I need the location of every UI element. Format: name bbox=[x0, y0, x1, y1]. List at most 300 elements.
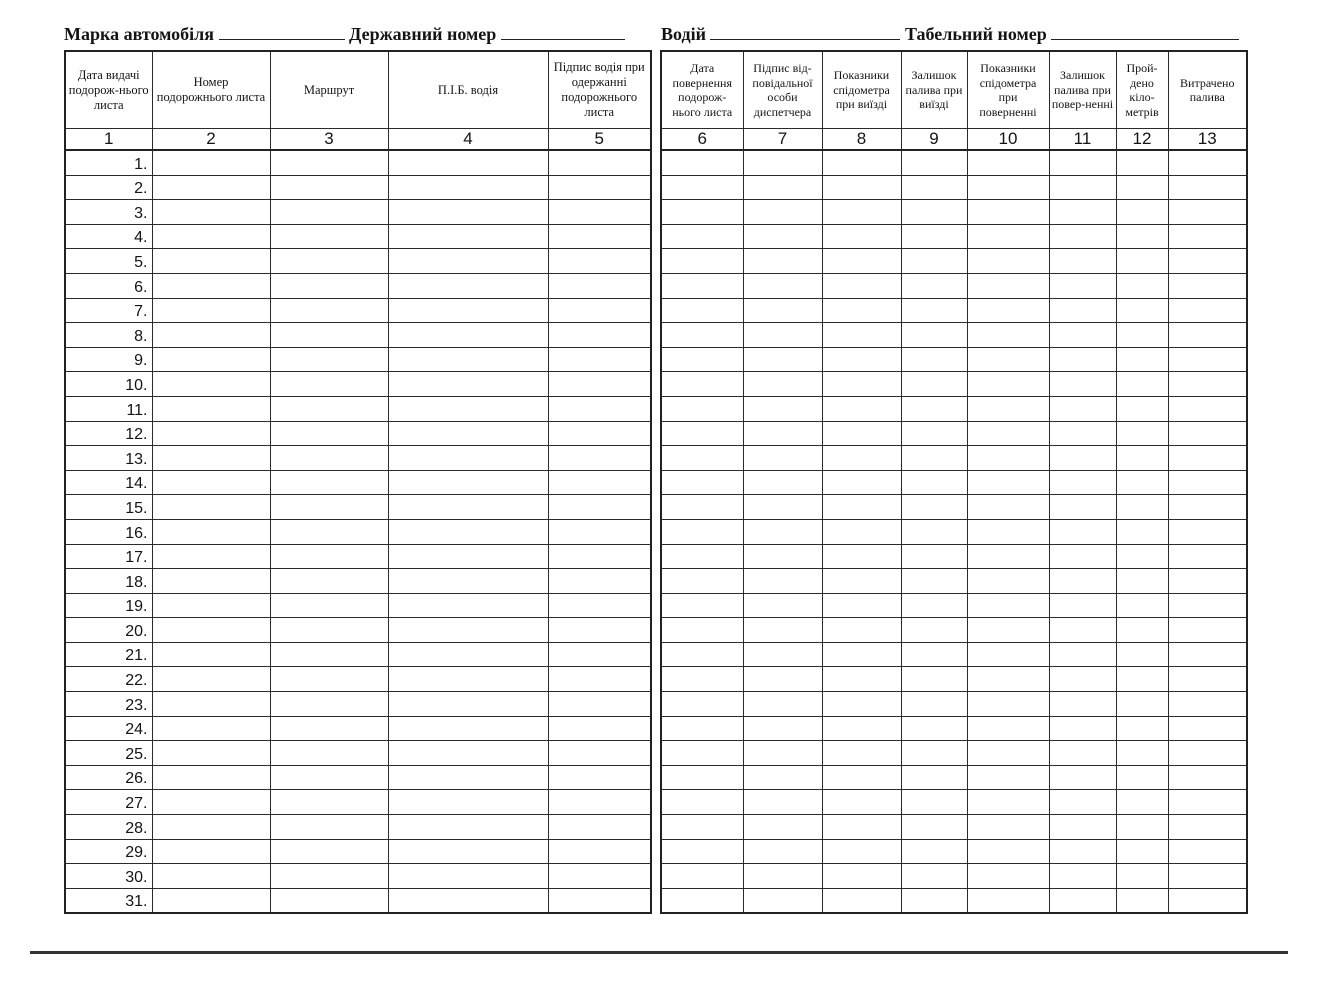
table-cell[interactable] bbox=[743, 175, 822, 200]
table-cell[interactable] bbox=[1049, 495, 1116, 520]
table-cell[interactable] bbox=[1116, 642, 1168, 667]
table-cell[interactable] bbox=[901, 544, 967, 569]
table-cell[interactable] bbox=[1116, 692, 1168, 717]
table-cell[interactable] bbox=[270, 519, 388, 544]
table-cell[interactable] bbox=[270, 421, 388, 446]
table-cell[interactable] bbox=[743, 741, 822, 766]
table-cell[interactable] bbox=[661, 839, 743, 864]
table-cell[interactable] bbox=[967, 544, 1049, 569]
table-cell[interactable] bbox=[743, 273, 822, 298]
table-cell[interactable] bbox=[548, 815, 651, 840]
table-cell[interactable] bbox=[270, 864, 388, 889]
table-cell[interactable] bbox=[152, 839, 270, 864]
table-cell[interactable] bbox=[152, 642, 270, 667]
table-cell[interactable] bbox=[1116, 323, 1168, 348]
table-cell[interactable] bbox=[1049, 692, 1116, 717]
table-cell[interactable] bbox=[967, 569, 1049, 594]
table-cell[interactable] bbox=[1168, 396, 1247, 421]
table-cell[interactable] bbox=[967, 741, 1049, 766]
table-cell[interactable] bbox=[822, 372, 901, 397]
table-cell[interactable] bbox=[967, 396, 1049, 421]
state-number-field[interactable] bbox=[501, 24, 625, 40]
table-cell[interactable] bbox=[661, 741, 743, 766]
table-cell[interactable] bbox=[901, 347, 967, 372]
table-cell[interactable] bbox=[152, 150, 270, 175]
table-cell[interactable] bbox=[661, 224, 743, 249]
table-cell[interactable] bbox=[1116, 790, 1168, 815]
table-cell[interactable] bbox=[388, 618, 548, 643]
table-cell[interactable] bbox=[1116, 618, 1168, 643]
car-brand-field[interactable] bbox=[219, 24, 345, 40]
table-cell[interactable] bbox=[388, 347, 548, 372]
table-cell[interactable] bbox=[1168, 224, 1247, 249]
table-cell[interactable] bbox=[152, 249, 270, 274]
table-cell[interactable] bbox=[967, 519, 1049, 544]
table-cell[interactable] bbox=[1116, 519, 1168, 544]
table-cell[interactable] bbox=[901, 421, 967, 446]
table-cell[interactable] bbox=[152, 224, 270, 249]
table-cell[interactable] bbox=[388, 790, 548, 815]
table-cell[interactable] bbox=[152, 569, 270, 594]
table-cell[interactable] bbox=[901, 470, 967, 495]
table-cell[interactable] bbox=[967, 790, 1049, 815]
table-cell[interactable] bbox=[822, 593, 901, 618]
table-cell[interactable] bbox=[822, 667, 901, 692]
table-cell[interactable] bbox=[1168, 421, 1247, 446]
table-cell[interactable] bbox=[822, 421, 901, 446]
table-cell[interactable] bbox=[901, 396, 967, 421]
table-cell[interactable] bbox=[270, 249, 388, 274]
table-cell[interactable] bbox=[1049, 175, 1116, 200]
table-cell[interactable] bbox=[1116, 372, 1168, 397]
table-cell[interactable] bbox=[901, 790, 967, 815]
table-cell[interactable] bbox=[661, 815, 743, 840]
table-cell[interactable] bbox=[901, 765, 967, 790]
table-cell[interactable] bbox=[901, 273, 967, 298]
table-cell[interactable] bbox=[822, 692, 901, 717]
table-cell[interactable] bbox=[1116, 446, 1168, 471]
table-cell[interactable] bbox=[1049, 618, 1116, 643]
table-cell[interactable] bbox=[1168, 765, 1247, 790]
table-cell[interactable] bbox=[967, 495, 1049, 520]
table-cell[interactable] bbox=[1116, 544, 1168, 569]
table-cell[interactable] bbox=[743, 716, 822, 741]
table-cell[interactable] bbox=[388, 372, 548, 397]
table-cell[interactable] bbox=[1168, 741, 1247, 766]
table-cell[interactable] bbox=[743, 323, 822, 348]
table-cell[interactable] bbox=[1049, 864, 1116, 889]
table-cell[interactable] bbox=[270, 716, 388, 741]
table-cell[interactable] bbox=[1049, 396, 1116, 421]
table-cell[interactable] bbox=[270, 470, 388, 495]
table-cell[interactable] bbox=[1116, 815, 1168, 840]
table-cell[interactable] bbox=[388, 249, 548, 274]
table-cell[interactable] bbox=[1049, 421, 1116, 446]
table-cell[interactable] bbox=[1168, 642, 1247, 667]
table-cell[interactable] bbox=[822, 839, 901, 864]
table-cell[interactable] bbox=[388, 323, 548, 348]
table-cell[interactable] bbox=[661, 790, 743, 815]
table-cell[interactable] bbox=[1116, 839, 1168, 864]
table-cell[interactable] bbox=[1049, 593, 1116, 618]
table-cell[interactable] bbox=[1049, 888, 1116, 913]
table-cell[interactable] bbox=[967, 716, 1049, 741]
table-cell[interactable] bbox=[548, 150, 651, 175]
table-cell[interactable] bbox=[388, 224, 548, 249]
table-cell[interactable] bbox=[967, 150, 1049, 175]
table-cell[interactable] bbox=[152, 692, 270, 717]
table-cell[interactable] bbox=[1168, 864, 1247, 889]
table-cell[interactable] bbox=[822, 864, 901, 889]
table-cell[interactable] bbox=[270, 741, 388, 766]
table-cell[interactable] bbox=[1116, 249, 1168, 274]
table-cell[interactable] bbox=[1049, 446, 1116, 471]
table-cell[interactable] bbox=[1116, 495, 1168, 520]
driver-field[interactable] bbox=[710, 24, 900, 40]
table-cell[interactable] bbox=[967, 323, 1049, 348]
table-cell[interactable] bbox=[822, 765, 901, 790]
table-cell[interactable] bbox=[743, 396, 822, 421]
table-cell[interactable] bbox=[901, 323, 967, 348]
table-cell[interactable] bbox=[548, 273, 651, 298]
table-cell[interactable] bbox=[967, 298, 1049, 323]
table-cell[interactable] bbox=[901, 593, 967, 618]
table-cell[interactable] bbox=[548, 519, 651, 544]
table-cell[interactable] bbox=[967, 175, 1049, 200]
table-cell[interactable] bbox=[967, 470, 1049, 495]
table-cell[interactable] bbox=[548, 224, 651, 249]
table-cell[interactable] bbox=[388, 519, 548, 544]
table-cell[interactable] bbox=[661, 569, 743, 594]
table-cell[interactable] bbox=[388, 200, 548, 225]
table-cell[interactable] bbox=[967, 273, 1049, 298]
table-cell[interactable] bbox=[822, 323, 901, 348]
table-cell[interactable] bbox=[152, 495, 270, 520]
table-cell[interactable] bbox=[967, 765, 1049, 790]
table-cell[interactable] bbox=[152, 298, 270, 323]
table-cell[interactable] bbox=[661, 372, 743, 397]
table-cell[interactable] bbox=[661, 249, 743, 274]
table-cell[interactable] bbox=[901, 716, 967, 741]
table-cell[interactable] bbox=[1116, 741, 1168, 766]
table-cell[interactable] bbox=[548, 667, 651, 692]
table-cell[interactable] bbox=[1168, 470, 1247, 495]
table-cell[interactable] bbox=[388, 273, 548, 298]
table-cell[interactable] bbox=[822, 790, 901, 815]
table-cell[interactable] bbox=[152, 667, 270, 692]
table-cell[interactable] bbox=[270, 396, 388, 421]
table-cell[interactable] bbox=[388, 716, 548, 741]
table-cell[interactable] bbox=[661, 175, 743, 200]
table-cell[interactable] bbox=[822, 618, 901, 643]
table-cell[interactable] bbox=[1049, 716, 1116, 741]
table-cell[interactable] bbox=[1168, 273, 1247, 298]
table-cell[interactable] bbox=[152, 618, 270, 643]
table-cell[interactable] bbox=[1049, 741, 1116, 766]
table-cell[interactable] bbox=[548, 372, 651, 397]
table-cell[interactable] bbox=[967, 249, 1049, 274]
table-cell[interactable] bbox=[967, 642, 1049, 667]
table-cell[interactable] bbox=[1168, 347, 1247, 372]
table-cell[interactable] bbox=[548, 716, 651, 741]
table-cell[interactable] bbox=[743, 765, 822, 790]
table-cell[interactable] bbox=[1049, 642, 1116, 667]
table-cell[interactable] bbox=[1049, 815, 1116, 840]
table-cell[interactable] bbox=[1168, 790, 1247, 815]
table-cell[interactable] bbox=[270, 298, 388, 323]
table-cell[interactable] bbox=[822, 716, 901, 741]
table-cell[interactable] bbox=[661, 470, 743, 495]
table-cell[interactable] bbox=[1168, 888, 1247, 913]
table-cell[interactable] bbox=[152, 421, 270, 446]
table-cell[interactable] bbox=[743, 667, 822, 692]
table-cell[interactable] bbox=[1168, 175, 1247, 200]
table-cell[interactable] bbox=[822, 642, 901, 667]
table-cell[interactable] bbox=[1049, 470, 1116, 495]
table-cell[interactable] bbox=[1168, 618, 1247, 643]
table-cell[interactable] bbox=[270, 618, 388, 643]
table-cell[interactable] bbox=[743, 249, 822, 274]
table-cell[interactable] bbox=[1116, 347, 1168, 372]
table-cell[interactable] bbox=[270, 692, 388, 717]
table-cell[interactable] bbox=[548, 544, 651, 569]
table-cell[interactable] bbox=[901, 298, 967, 323]
table-cell[interactable] bbox=[388, 298, 548, 323]
table-cell[interactable] bbox=[1116, 298, 1168, 323]
table-cell[interactable] bbox=[743, 347, 822, 372]
table-cell[interactable] bbox=[967, 446, 1049, 471]
table-cell[interactable] bbox=[270, 765, 388, 790]
table-cell[interactable] bbox=[661, 888, 743, 913]
table-cell[interactable] bbox=[1116, 765, 1168, 790]
table-cell[interactable] bbox=[152, 200, 270, 225]
table-cell[interactable] bbox=[152, 716, 270, 741]
table-cell[interactable] bbox=[1168, 815, 1247, 840]
table-cell[interactable] bbox=[743, 642, 822, 667]
table-cell[interactable] bbox=[1116, 396, 1168, 421]
table-cell[interactable] bbox=[822, 446, 901, 471]
table-cell[interactable] bbox=[1116, 888, 1168, 913]
table-cell[interactable] bbox=[548, 249, 651, 274]
table-cell[interactable] bbox=[152, 544, 270, 569]
table-cell[interactable] bbox=[901, 864, 967, 889]
table-cell[interactable] bbox=[270, 372, 388, 397]
table-cell[interactable] bbox=[548, 864, 651, 889]
table-cell[interactable] bbox=[1168, 249, 1247, 274]
table-cell[interactable] bbox=[388, 765, 548, 790]
table-cell[interactable] bbox=[743, 372, 822, 397]
table-cell[interactable] bbox=[270, 569, 388, 594]
table-cell[interactable] bbox=[901, 888, 967, 913]
table-cell[interactable] bbox=[270, 790, 388, 815]
table-cell[interactable] bbox=[1116, 569, 1168, 594]
table-cell[interactable] bbox=[388, 741, 548, 766]
table-cell[interactable] bbox=[270, 224, 388, 249]
table-cell[interactable] bbox=[548, 470, 651, 495]
table-cell[interactable] bbox=[901, 692, 967, 717]
table-cell[interactable] bbox=[548, 692, 651, 717]
table-cell[interactable] bbox=[388, 888, 548, 913]
table-cell[interactable] bbox=[1049, 765, 1116, 790]
table-cell[interactable] bbox=[1168, 323, 1247, 348]
table-cell[interactable] bbox=[1116, 470, 1168, 495]
table-cell[interactable] bbox=[661, 692, 743, 717]
table-cell[interactable] bbox=[270, 446, 388, 471]
table-cell[interactable] bbox=[270, 150, 388, 175]
table-cell[interactable] bbox=[152, 446, 270, 471]
table-cell[interactable] bbox=[967, 618, 1049, 643]
table-cell[interactable] bbox=[743, 888, 822, 913]
table-cell[interactable] bbox=[822, 569, 901, 594]
table-cell[interactable] bbox=[1116, 593, 1168, 618]
table-cell[interactable] bbox=[548, 618, 651, 643]
table-cell[interactable] bbox=[1049, 200, 1116, 225]
table-cell[interactable] bbox=[901, 495, 967, 520]
table-cell[interactable] bbox=[1049, 544, 1116, 569]
table-cell[interactable] bbox=[661, 298, 743, 323]
table-cell[interactable] bbox=[822, 273, 901, 298]
table-cell[interactable] bbox=[901, 741, 967, 766]
table-cell[interactable] bbox=[822, 888, 901, 913]
table-cell[interactable] bbox=[388, 642, 548, 667]
table-cell[interactable] bbox=[743, 839, 822, 864]
table-cell[interactable] bbox=[388, 815, 548, 840]
table-cell[interactable] bbox=[1116, 667, 1168, 692]
table-cell[interactable] bbox=[743, 864, 822, 889]
table-cell[interactable] bbox=[822, 150, 901, 175]
table-cell[interactable] bbox=[743, 224, 822, 249]
table-cell[interactable] bbox=[1049, 790, 1116, 815]
table-cell[interactable] bbox=[967, 667, 1049, 692]
table-cell[interactable] bbox=[1116, 150, 1168, 175]
table-cell[interactable] bbox=[967, 593, 1049, 618]
table-cell[interactable] bbox=[548, 396, 651, 421]
table-cell[interactable] bbox=[1116, 864, 1168, 889]
table-cell[interactable] bbox=[1049, 569, 1116, 594]
table-cell[interactable] bbox=[152, 347, 270, 372]
table-cell[interactable] bbox=[1168, 200, 1247, 225]
table-cell[interactable] bbox=[661, 765, 743, 790]
table-cell[interactable] bbox=[901, 569, 967, 594]
table-cell[interactable] bbox=[1049, 323, 1116, 348]
table-cell[interactable] bbox=[270, 667, 388, 692]
table-cell[interactable] bbox=[388, 421, 548, 446]
table-cell[interactable] bbox=[901, 175, 967, 200]
table-cell[interactable] bbox=[967, 347, 1049, 372]
table-cell[interactable] bbox=[822, 470, 901, 495]
table-cell[interactable] bbox=[661, 495, 743, 520]
table-cell[interactable] bbox=[967, 815, 1049, 840]
table-cell[interactable] bbox=[388, 593, 548, 618]
table-cell[interactable] bbox=[152, 593, 270, 618]
table-cell[interactable] bbox=[661, 593, 743, 618]
table-cell[interactable] bbox=[152, 864, 270, 889]
table-cell[interactable] bbox=[967, 692, 1049, 717]
table-cell[interactable] bbox=[967, 864, 1049, 889]
table-cell[interactable] bbox=[1168, 298, 1247, 323]
table-cell[interactable] bbox=[967, 421, 1049, 446]
table-cell[interactable] bbox=[270, 815, 388, 840]
table-cell[interactable] bbox=[152, 790, 270, 815]
table-cell[interactable] bbox=[1168, 495, 1247, 520]
table-cell[interactable] bbox=[548, 569, 651, 594]
table-cell[interactable] bbox=[661, 347, 743, 372]
table-cell[interactable] bbox=[967, 224, 1049, 249]
table-cell[interactable] bbox=[1168, 544, 1247, 569]
table-cell[interactable] bbox=[743, 298, 822, 323]
table-cell[interactable] bbox=[270, 642, 388, 667]
table-cell[interactable] bbox=[1049, 298, 1116, 323]
table-cell[interactable] bbox=[901, 642, 967, 667]
table-cell[interactable] bbox=[548, 495, 651, 520]
table-cell[interactable] bbox=[152, 741, 270, 766]
table-cell[interactable] bbox=[661, 396, 743, 421]
personnel-number-field[interactable] bbox=[1051, 24, 1239, 40]
table-cell[interactable] bbox=[1116, 716, 1168, 741]
table-cell[interactable] bbox=[661, 544, 743, 569]
table-cell[interactable] bbox=[901, 249, 967, 274]
table-cell[interactable] bbox=[270, 200, 388, 225]
table-cell[interactable] bbox=[548, 421, 651, 446]
table-cell[interactable] bbox=[1049, 150, 1116, 175]
table-cell[interactable] bbox=[388, 150, 548, 175]
table-cell[interactable] bbox=[548, 298, 651, 323]
table-cell[interactable] bbox=[152, 470, 270, 495]
table-cell[interactable] bbox=[901, 815, 967, 840]
table-cell[interactable] bbox=[1049, 667, 1116, 692]
table-cell[interactable] bbox=[1116, 421, 1168, 446]
table-cell[interactable] bbox=[1168, 593, 1247, 618]
table-cell[interactable] bbox=[822, 495, 901, 520]
table-cell[interactable] bbox=[1168, 569, 1247, 594]
table-cell[interactable] bbox=[661, 200, 743, 225]
table-cell[interactable] bbox=[967, 839, 1049, 864]
table-cell[interactable] bbox=[1168, 446, 1247, 471]
table-cell[interactable] bbox=[743, 150, 822, 175]
table-cell[interactable] bbox=[661, 667, 743, 692]
table-cell[interactable] bbox=[152, 765, 270, 790]
table-cell[interactable] bbox=[743, 421, 822, 446]
table-cell[interactable] bbox=[1168, 667, 1247, 692]
table-cell[interactable] bbox=[1049, 347, 1116, 372]
table-cell[interactable] bbox=[1049, 372, 1116, 397]
table-cell[interactable] bbox=[822, 298, 901, 323]
table-cell[interactable] bbox=[661, 716, 743, 741]
table-cell[interactable] bbox=[661, 642, 743, 667]
table-cell[interactable] bbox=[743, 495, 822, 520]
table-cell[interactable] bbox=[152, 372, 270, 397]
table-cell[interactable] bbox=[270, 839, 388, 864]
table-cell[interactable] bbox=[1168, 372, 1247, 397]
table-cell[interactable] bbox=[967, 372, 1049, 397]
table-cell[interactable] bbox=[901, 519, 967, 544]
table-cell[interactable] bbox=[270, 495, 388, 520]
table-cell[interactable] bbox=[661, 446, 743, 471]
table-cell[interactable] bbox=[152, 815, 270, 840]
table-cell[interactable] bbox=[388, 470, 548, 495]
table-cell[interactable] bbox=[548, 888, 651, 913]
table-cell[interactable] bbox=[152, 888, 270, 913]
table-cell[interactable] bbox=[152, 175, 270, 200]
table-cell[interactable] bbox=[388, 446, 548, 471]
table-cell[interactable] bbox=[1049, 249, 1116, 274]
table-cell[interactable] bbox=[661, 323, 743, 348]
table-cell[interactable] bbox=[743, 519, 822, 544]
table-cell[interactable] bbox=[901, 200, 967, 225]
table-cell[interactable] bbox=[270, 544, 388, 569]
table-cell[interactable] bbox=[901, 150, 967, 175]
table-cell[interactable] bbox=[548, 839, 651, 864]
